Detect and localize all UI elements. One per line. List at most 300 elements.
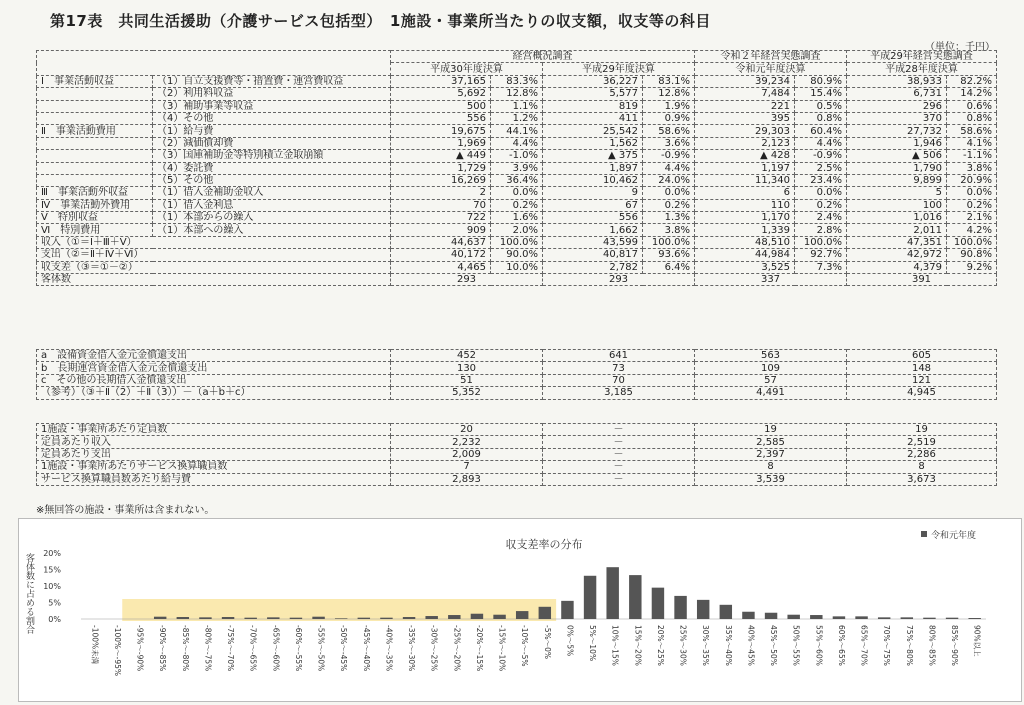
percent-cell: 83.3% [491,75,543,87]
value-cell: 2,519 [847,436,997,448]
percent-cell: 4.4% [643,162,695,174]
bar [244,618,256,619]
item-cell: （3）補助事業等収益 [153,100,391,112]
table-row [37,448,997,460]
category-cell [37,150,153,162]
x-tick-label: -100%～-95% [112,625,122,677]
x-tick-label: -70%～-65% [248,625,258,672]
header-blank [37,51,391,76]
x-tick-label: -65%～-60% [271,625,281,672]
category-cell: Ⅰ 事業活動収益 [37,75,153,87]
value-cell: 293 [391,274,543,286]
header-group-survey: 経営概況調査 [391,51,695,63]
value-cell: 2,782 [543,261,643,273]
row-label: 1施設・事業所あたりサービス換算職員数 [37,461,391,473]
percent-cell: 100.0% [795,236,847,248]
distribution-chart [19,519,1021,701]
bar [154,617,166,619]
table-row [37,362,997,374]
value-cell: 29,303 [695,125,795,137]
percent-cell: 3.9% [491,162,543,174]
value-cell: 909 [391,224,491,236]
percent-cell: 93.6% [643,249,695,261]
bar [855,616,867,619]
value-cell: 43,599 [543,236,643,248]
value-cell: 563 [695,350,847,362]
header-group-r2: 令和２年経営実態調査 [695,51,847,63]
income-expense-table [36,50,997,286]
x-tick-label: -95%～-90% [135,625,145,672]
x-tick-label: 65%～70% [859,625,869,666]
percent-cell: -0.9% [643,150,695,162]
value-cell: 8 [847,461,997,473]
value-cell: 605 [847,350,997,362]
header-h29: 平成29年度決算 [543,63,695,75]
value-cell: 2,011 [847,224,947,236]
percent-cell: 0.0% [491,187,543,199]
x-tick-label: 70%～75% [882,625,892,666]
percent-cell: 60.4% [795,125,847,137]
value-cell: ▲ 428 [695,150,795,162]
value-cell: 221 [695,100,795,112]
item-cell: （2）利用料収益 [153,88,391,100]
bar [267,617,279,619]
summary-row [37,236,997,248]
bar [222,617,234,619]
row-label: サービス換算職員数あたり給与費 [37,473,391,485]
percent-cell: 80.9% [795,75,847,87]
percent-cell: 3.8% [947,162,997,174]
percent-cell: 9.2% [947,261,997,273]
value-cell: 296 [847,100,947,112]
category-cell [37,112,153,124]
percent-cell: 0.8% [795,112,847,124]
percent-cell: 0.0% [947,187,997,199]
x-tick-label: -75%～-70% [226,625,236,672]
bar [946,618,958,619]
value-cell: 40,817 [543,249,643,261]
value-cell: 7,484 [695,88,795,100]
table-row [37,162,997,174]
percent-cell: 0.8% [947,112,997,124]
header-h28: 平成28年度決算 [847,63,997,75]
value-cell: － [543,448,695,460]
value-cell: 3,525 [695,261,795,273]
bar [380,618,392,619]
bar [697,600,709,619]
value-cell: 337 [695,274,847,286]
value-cell: 452 [391,350,543,362]
value-cell: 5,352 [391,387,543,399]
row-label: （参考）（③＋Ⅱ（2）＋Ⅱ（3））－（a＋b＋c） [37,387,391,399]
summary-label: 支出（②＝Ⅱ＋Ⅳ＋Ⅵ） [37,249,391,261]
percent-cell: 7.3% [795,261,847,273]
bar [968,618,980,619]
percent-cell: 0.0% [795,187,847,199]
item-cell: （4）その他 [153,112,391,124]
category-cell: Ⅱ 事業活動費用 [37,125,153,137]
header-h30: 平成30年度決算 [391,63,543,75]
percent-cell: 92.7% [795,249,847,261]
value-cell: 130 [391,362,543,374]
value-cell: 19,675 [391,125,491,137]
table-row [37,224,997,236]
percent-cell: 90.0% [491,249,543,261]
percent-cell: 2.1% [947,212,997,224]
y-tick-label: 10% [43,582,61,591]
x-tick-label: -25%～-20% [452,625,462,672]
table-row [37,187,997,199]
percent-cell: 2.5% [795,162,847,174]
percent-cell: 0.2% [795,199,847,211]
value-cell: － [543,424,695,436]
page-title: 第17表 共同生活援助（介護サービス包括型） 1施設・事業所当たりの収支額，収支等の科目 [50,12,711,30]
bar [425,616,437,619]
percent-cell: 6.4% [643,261,695,273]
summary-label: 収支差（③＝①－②） [37,261,391,273]
percent-cell: 4.1% [947,137,997,149]
percent-cell: 90.8% [947,249,997,261]
percent-cell: 1.9% [643,100,695,112]
percent-cell: 2.8% [795,224,847,236]
item-cell: （1）借入金補助金収入 [153,187,391,199]
percent-cell: 1.6% [491,212,543,224]
table-row [37,212,997,224]
percent-cell: 36.4% [491,174,543,186]
item-cell: （3）国庫補助金等特別積立金取崩額 [153,150,391,162]
value-cell: 4,491 [695,387,847,399]
table-row [37,112,997,124]
item-cell: （4）委託費 [153,162,391,174]
bar [923,618,935,619]
table-row [37,461,997,473]
x-tick-label: 85%～90% [950,625,960,666]
bar [584,576,596,619]
unit-label: （単位：千円） [925,42,995,53]
value-cell: 9 [543,187,643,199]
x-tick-label: 10%～15% [610,625,620,666]
x-tick-label: 25%～30% [678,625,688,666]
row-label: c その他の長期借入金償還支出 [37,374,391,386]
value-cell: 121 [847,374,997,386]
value-cell: 47,351 [847,236,947,248]
value-cell: 5 [847,187,947,199]
value-cell: 73 [543,362,695,374]
value-cell: 1,729 [391,162,491,174]
x-tick-label: 0%～5% [565,625,575,657]
legend-label: 令和元年度 [931,531,977,541]
value-cell: 293 [543,274,695,286]
x-tick-label: -40%～-35% [384,625,394,672]
value-cell: 2,009 [391,448,543,460]
value-cell: 11,340 [695,174,795,186]
percent-cell: 0.9% [643,112,695,124]
percent-cell: 14.2% [947,88,997,100]
bar [516,611,528,619]
value-cell: 641 [543,350,695,362]
x-tick-label: 15%～20% [633,625,643,666]
percent-cell: 100.0% [947,236,997,248]
value-cell: 1,562 [543,137,643,149]
x-tick-label: -50%～-45% [339,625,349,672]
value-cell: ▲ 375 [543,150,643,162]
value-cell: 2,286 [847,448,997,460]
y-tick-label: 0% [48,615,61,624]
value-cell: 20 [391,424,543,436]
x-tick-label: 35%～40% [723,625,733,666]
item-cell: （2）減価償却費 [153,137,391,149]
value-cell: 500 [391,100,491,112]
bar [674,596,686,619]
value-cell: 1,790 [847,162,947,174]
value-cell: 38,933 [847,75,947,87]
percent-cell: 44.1% [491,125,543,137]
value-cell: － [543,473,695,485]
row-label: 定員あたり支出 [37,448,391,460]
category-cell: Ⅴ 特別収益 [37,212,153,224]
value-cell: 556 [543,212,643,224]
bar [493,615,505,619]
value-cell: － [543,461,695,473]
value-cell: 5,577 [543,88,643,100]
value-cell: 109 [695,362,847,374]
percent-cell: 4.4% [795,137,847,149]
x-tick-label: 40%～45% [746,625,756,666]
table-row [37,473,997,485]
chart-title: 収支差率の分布 [505,538,583,551]
summary-row [37,261,997,273]
value-cell: 42,972 [847,249,947,261]
x-tick-label: 55%～60% [814,625,824,666]
percent-cell: 100.0% [491,236,543,248]
summary-label: 収入（①＝Ⅰ＋Ⅲ＋Ⅴ） [37,236,391,248]
category-cell [37,88,153,100]
item-cell: （1）本部からの繰入 [153,212,391,224]
percent-cell: 1.3% [643,212,695,224]
value-cell: 6,731 [847,88,947,100]
value-cell: 7 [391,461,543,473]
distribution-chart-panel [18,518,1022,702]
value-cell: 19 [847,424,997,436]
value-cell: 4,379 [847,261,947,273]
x-tick-label: 5%～10% [588,625,598,662]
value-cell: 10,462 [543,174,643,186]
table-row [37,88,997,100]
percent-cell: 20.9% [947,174,997,186]
x-tick-label: -55%～-50% [316,625,326,672]
summary-label: 客体数 [37,274,391,286]
item-cell: （1）給与費 [153,125,391,137]
y-axis-label: 客体数に占める割合 [24,553,34,634]
percent-cell: 0.2% [947,199,997,211]
category-cell [37,100,153,112]
value-cell: 44,637 [391,236,491,248]
value-cell: 819 [543,100,643,112]
table-row [37,387,997,399]
x-tick-label: 20%～25% [655,625,665,666]
bar [335,618,347,619]
x-tick-label: -45%～-40% [361,625,371,672]
header-r1: 令和元年度決算 [695,63,847,75]
bar [720,605,732,619]
bar [561,601,573,619]
value-cell: 3,673 [847,473,997,485]
percent-cell: 10.0% [491,261,543,273]
table-row [37,75,997,87]
value-cell: 1,897 [543,162,643,174]
x-tick-label: 60%～65% [836,625,846,666]
y-tick-label: 20% [43,549,61,558]
value-cell: 4,945 [847,387,997,399]
bar [765,613,777,619]
row-label: b 長期運営資金借入金元金償還支出 [37,362,391,374]
value-cell: 44,984 [695,249,795,261]
bar [177,617,189,619]
value-cell: 16,269 [391,174,491,186]
value-cell: 2,893 [391,473,543,485]
percent-cell: 82.2% [947,75,997,87]
value-cell: 36,227 [543,75,643,87]
bar [199,617,211,619]
x-tick-label: -20%～-15% [474,625,484,672]
summary-row [37,249,997,261]
percent-cell: 4.2% [947,224,997,236]
table-row [37,350,997,362]
value-cell: 39,234 [695,75,795,87]
item-cell: （1）本部への繰入 [153,224,391,236]
value-cell: 27,732 [847,125,947,137]
bar [471,614,483,619]
percent-cell: 15.4% [795,88,847,100]
value-cell: 5,692 [391,88,491,100]
table-row [37,100,997,112]
value-cell: 100 [847,199,947,211]
value-cell: 8 [695,461,847,473]
value-cell: 2,123 [695,137,795,149]
value-cell: 1,197 [695,162,795,174]
bar [629,575,641,619]
percent-cell: 0.0% [643,187,695,199]
x-tick-label: -60%～-55% [293,625,303,672]
row-label: 定員あたり収入 [37,436,391,448]
percent-cell: 12.8% [491,88,543,100]
value-cell: 110 [695,199,795,211]
category-cell: Ⅲ 事業活動外収益 [37,187,153,199]
x-tick-label: 45%～50% [769,625,779,666]
header-group-h29: 平成29年経営実態調査 [847,51,997,63]
x-tick-label: -10%～-5% [520,625,530,667]
percent-cell: 1.1% [491,100,543,112]
table-row [37,374,997,386]
value-cell: 1,969 [391,137,491,149]
loan-repayment-table [36,349,997,400]
category-cell: Ⅳ 事業活動外費用 [37,199,153,211]
value-cell: 4,465 [391,261,491,273]
bar [448,615,460,619]
value-cell: 9,899 [847,174,947,186]
x-tick-label: -100%未満 [90,625,100,665]
x-tick-label: -5%～0% [542,625,552,660]
value-cell: 19 [695,424,847,436]
percent-cell: 58.6% [643,125,695,137]
table-row [37,199,997,211]
value-cell: － [543,436,695,448]
table-row [37,436,997,448]
bar [403,617,415,619]
value-cell: 2 [391,187,491,199]
value-cell: 40,172 [391,249,491,261]
percent-cell: 83.1% [643,75,695,87]
value-cell: ▲ 506 [847,150,947,162]
percent-cell: 2.4% [795,212,847,224]
percent-cell: 0.2% [643,199,695,211]
bar [652,588,664,619]
bar [539,607,551,619]
x-tick-label: 75%～80% [904,625,914,666]
value-cell: 722 [391,212,491,224]
value-cell: 48,510 [695,236,795,248]
row-label: 1施設・事業所あたり定員数 [37,424,391,436]
per-capacity-table [36,423,997,486]
table-row [37,174,997,186]
table-row [37,137,997,149]
value-cell: 2,232 [391,436,543,448]
y-tick-label: 5% [48,598,61,608]
percent-cell: -1.0% [491,150,543,162]
percent-cell: 3.8% [643,224,695,236]
category-cell [37,137,153,149]
value-cell: 37,165 [391,75,491,87]
value-cell: 3,185 [543,387,695,399]
value-cell: ▲ 449 [391,150,491,162]
bar [833,616,845,619]
x-tick-label: -85%～-80% [180,625,190,672]
value-cell: 1,339 [695,224,795,236]
percent-cell: 4.4% [491,137,543,149]
value-cell: 57 [695,374,847,386]
bar [606,567,618,619]
table-row [37,125,997,137]
percent-cell: 58.6% [947,125,997,137]
value-cell: 6 [695,187,795,199]
percent-cell: 100.0% [643,236,695,248]
summary-row [37,274,997,286]
value-cell: 391 [847,274,997,286]
percent-cell: 0.2% [491,199,543,211]
x-tick-label: -90%～-85% [158,625,168,672]
bar [878,617,890,619]
percent-cell: 24.0% [643,174,695,186]
value-cell: 1,662 [543,224,643,236]
value-cell: 1,170 [695,212,795,224]
category-cell [37,162,153,174]
item-cell: （1）借入金利息 [153,199,391,211]
x-tick-label: 80%～85% [927,625,937,666]
percent-cell: 12.8% [643,88,695,100]
value-cell: 1,946 [847,137,947,149]
category-cell: Ⅵ 特別費用 [37,224,153,236]
value-cell: 3,539 [695,473,847,485]
value-cell: 67 [543,199,643,211]
percent-cell: -0.9% [795,150,847,162]
value-cell: 25,542 [543,125,643,137]
bar [901,617,913,619]
percent-cell: -1.1% [947,150,997,162]
row-label: a 設備資金借入金元金償還支出 [37,350,391,362]
table-row [37,424,997,436]
bar [290,618,302,619]
value-cell: 70 [543,374,695,386]
